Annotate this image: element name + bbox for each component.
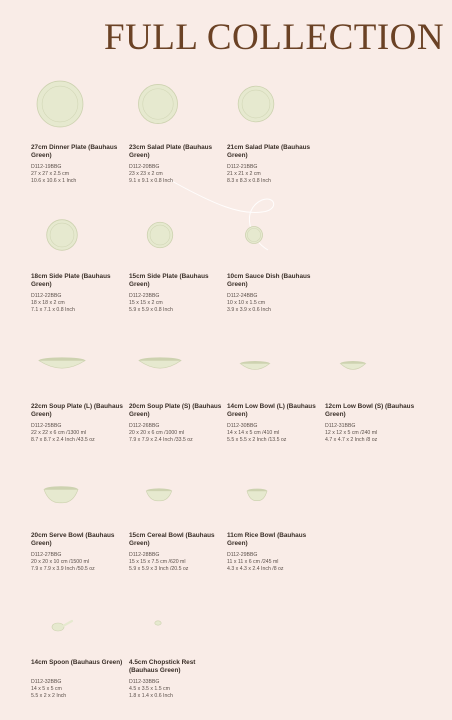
spoon-icon bbox=[31, 585, 126, 665]
product-name: 27cm Dinner Plate (Bauhaus Green) bbox=[31, 144, 118, 159]
product-dimensions-imperial: 5.9 x 5.9 x 3 Inch /20.5 oz bbox=[129, 566, 189, 572]
bowl-low-icon bbox=[227, 323, 322, 403]
product-name: 14cm Spoon (Bauhaus Green) bbox=[31, 659, 123, 666]
bowl-deep-icon bbox=[129, 455, 224, 535]
plate-medium-icon bbox=[31, 195, 126, 275]
bowl-wide-icon bbox=[129, 323, 224, 403]
product-code: D112-23BBG bbox=[129, 293, 160, 299]
bowl-low-icon bbox=[325, 323, 420, 403]
product-name: 21cm Salad Plate (Bauhaus Green) bbox=[227, 144, 311, 159]
product-dimensions-imperial: 7.9 x 7.9 x 3.9 Inch /50.5 oz bbox=[31, 566, 95, 572]
bowl-wide-icon bbox=[31, 323, 126, 403]
product-dimensions-metric: 27 x 27 x 2.5 cm bbox=[31, 171, 70, 177]
product-name: 12cm Low Bowl (S) (Bauhaus Green) bbox=[325, 403, 415, 418]
bowl-deep-icon bbox=[31, 455, 126, 535]
product-dimensions-imperial: 5.5 x 5.5 x 2 Inch /13.5 oz bbox=[227, 437, 287, 443]
product-dimensions-imperial: 3.9 x 3.9 x 0.6 Inch bbox=[227, 307, 271, 313]
product-dimensions-imperial: 8.3 x 8.3 x 0.8 Inch bbox=[227, 178, 271, 184]
page-title: FULL COLLECTION bbox=[104, 17, 445, 58]
product-code: D112-21BBG bbox=[227, 164, 258, 170]
product-dimensions-metric: 21 x 21 x 2 cm bbox=[227, 171, 261, 177]
chopstick-rest-icon bbox=[129, 585, 224, 665]
product-code: D112-30BBG bbox=[227, 423, 258, 429]
product-code: D112-33BBG bbox=[129, 679, 160, 685]
product-code: D112-27BBG bbox=[31, 552, 62, 558]
bowl-deep-icon bbox=[227, 455, 322, 535]
product-name: 20cm Soup Plate (S) (Bauhaus Green) bbox=[129, 403, 222, 418]
product-dimensions-imperial: 7.9 x 7.9 x 2.4 Inch /33.5 oz bbox=[129, 437, 193, 443]
product-dimensions-imperial: 8.7 x 8.7 x 2.4 Inch /43.5 oz bbox=[31, 437, 95, 443]
product-code: D112-20BBG bbox=[129, 164, 160, 170]
product-dimensions-imperial: 4.3 x 4.3 x 2.4 Inch /8 oz bbox=[227, 566, 284, 572]
product-code: D112-24BBG bbox=[227, 293, 258, 299]
product-name: 20cm Serve Bowl (Bauhaus Green) bbox=[31, 532, 115, 547]
plate-medium-icon bbox=[129, 195, 224, 275]
product-dimensions-metric: 20 x 20 x 6 cm /1000 ml bbox=[129, 430, 185, 436]
product-name: 15cm Cereal Bowl (Bauhaus Green) bbox=[129, 532, 215, 547]
product-code: D112-22BBG bbox=[31, 293, 62, 299]
product-code: D112-26BBG bbox=[129, 423, 160, 429]
product-name: 23cm Salad Plate (Bauhaus Green) bbox=[129, 144, 213, 159]
product-dimensions-metric: 15 x 15 x 2 cm bbox=[129, 300, 163, 306]
product-dimensions-imperial: 10.6 x 10.6 x 1 Inch bbox=[31, 178, 77, 184]
product-name: 18cm Side Plate (Bauhaus Green) bbox=[31, 273, 111, 288]
product-dimensions-metric: 11 x 11 x 6 cm /245 ml bbox=[227, 559, 279, 565]
product-dimensions-imperial: 5.5 x 2 x 2 Inch bbox=[31, 693, 67, 699]
product-dimensions-imperial: 5.9 x 5.9 x 0.8 Inch bbox=[129, 307, 173, 313]
product-code: D112-25BBG bbox=[31, 423, 62, 429]
product-dimensions-imperial: 4.7 x 4.7 x 2 Inch /8 oz bbox=[325, 437, 378, 443]
product-dimensions-metric: 15 x 15 x 7.5 cm /620 ml bbox=[129, 559, 186, 565]
product-dimensions-imperial: 7.1 x 7.1 x 0.8 Inch bbox=[31, 307, 75, 313]
product-dimensions-metric: 10 x 10 x 1.5 cm bbox=[227, 300, 266, 306]
product-code: D112-28BBG bbox=[129, 552, 160, 558]
product-dimensions-imperial: 9.1 x 9.1 x 0.8 Inch bbox=[129, 178, 173, 184]
product-dimensions-metric: 22 x 22 x 6 cm /1300 ml bbox=[31, 430, 87, 436]
product-name: 11cm Rice Bowl (Bauhaus Green) bbox=[227, 532, 307, 547]
product-dimensions-imperial: 1.8 x 1.4 x 0.6 Inch bbox=[129, 693, 173, 699]
product-dimensions-metric: 4.5 x 3.5 x 1.5 cm bbox=[129, 686, 170, 692]
product-dimensions-metric: 23 x 23 x 2 cm bbox=[129, 171, 163, 177]
product-code: D112-19BBG bbox=[31, 164, 62, 170]
product-name: 4.5cm Chopstick Rest (Bauhaus Green) bbox=[129, 659, 196, 674]
product-code: D112-29BBG bbox=[227, 552, 258, 558]
product-dimensions-metric: 20 x 20 x 10 cm /1500 ml bbox=[31, 559, 89, 565]
product-name: 22cm Soup Plate (L) (Bauhaus Green) bbox=[31, 403, 123, 418]
product-dimensions-metric: 14 x 14 x 5 cm /410 ml bbox=[227, 430, 280, 436]
plate-small-icon bbox=[227, 195, 322, 275]
product-name: 15cm Side Plate (Bauhaus Green) bbox=[129, 273, 209, 288]
product-dimensions-metric: 18 x 18 x 2 cm bbox=[31, 300, 65, 306]
product-name: 14cm Low Bowl (L) (Bauhaus Green) bbox=[227, 403, 316, 418]
product-dimensions-metric: 12 x 12 x 5 cm /240 ml bbox=[325, 430, 378, 436]
product-code: D112-32BBG bbox=[31, 679, 62, 685]
product-code: D112-31BBG bbox=[325, 423, 356, 429]
product-dimensions-metric: 14 x 5 x 5 cm bbox=[31, 686, 62, 692]
product-name: 10cm Sauce Dish (Bauhaus Green) bbox=[227, 273, 311, 288]
